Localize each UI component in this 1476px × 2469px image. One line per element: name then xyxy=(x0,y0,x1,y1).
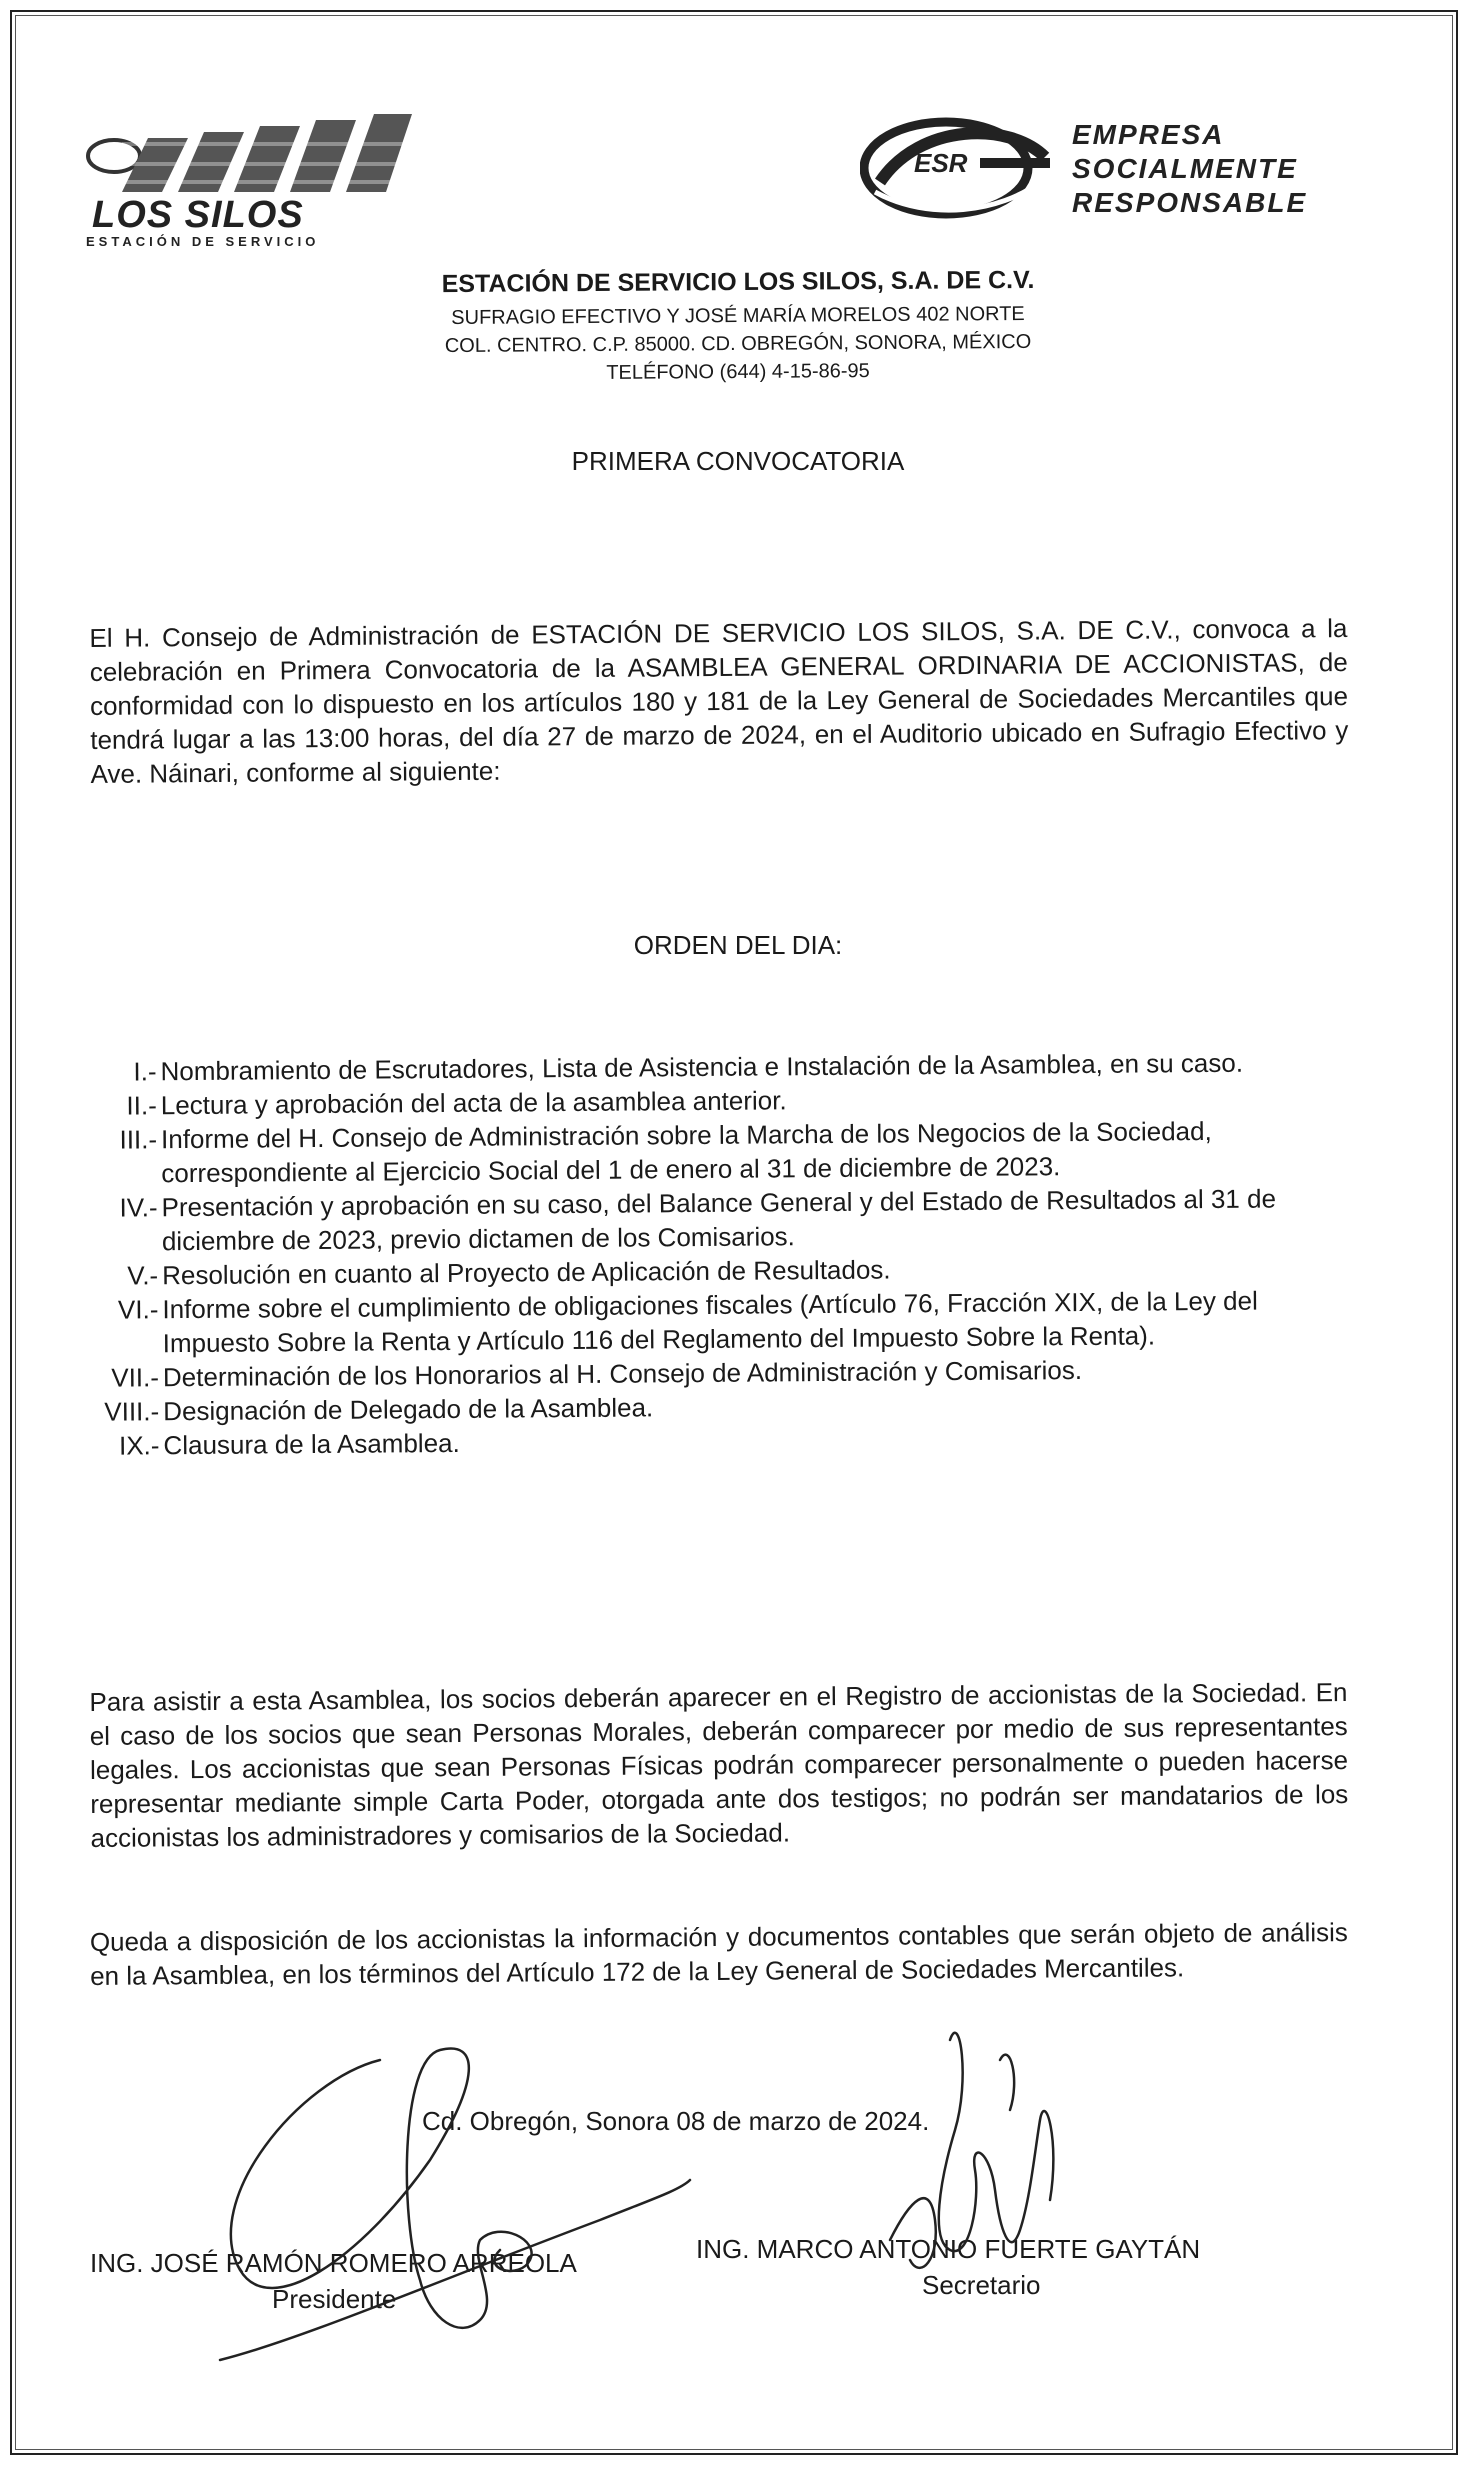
los-silos-logo xyxy=(82,112,422,252)
agenda-number: IX.- xyxy=(118,1430,160,1461)
agenda-list xyxy=(68,1045,1331,1463)
esr-line-3: RESPONSABLE xyxy=(1072,187,1308,218)
agenda-text: Clausura de la Asamblea. xyxy=(163,1427,460,1461)
esr-line-2: SOCIALMENTE xyxy=(1072,153,1298,184)
agenda-text: Determinación de los Honorarios al H. Consejo de Administración y Comisarios. xyxy=(162,1355,1083,1393)
silos-stripes-icon xyxy=(82,112,422,202)
agenda-text: Designación de Delegado de la Asamblea. xyxy=(163,1392,654,1427)
agenda-title: ORDEN DEL DIA: xyxy=(633,930,843,960)
agenda-number: VII.- xyxy=(111,1362,160,1393)
agenda-number: II.- xyxy=(126,1090,157,1121)
date-line: Cd. Obregón, Sonora 08 de marzo de 2024. xyxy=(422,2106,930,2136)
agenda-number: V.- xyxy=(127,1260,159,1291)
agenda-number: IV.- xyxy=(119,1192,158,1223)
agenda-text: Nombramiento de Escrutadores, Lista de Asistencia e Instalación de la Asamblea, en su caso. xyxy=(160,1047,1244,1087)
signatory-role-secretary: Secretario xyxy=(922,2270,1041,2300)
esr-badge-text: ESR xyxy=(914,148,968,178)
agenda-item xyxy=(69,1113,1329,1191)
agenda-number: III.- xyxy=(119,1124,158,1155)
agenda-text: Informe sobre el cumplimiento de obligaciones fiscales (Artículo 76, Fracción XIX, de la Ley del Impuesto Sobre la Renta y Artículo 116 del Reglamento del Impuesto Sobre la Renta). xyxy=(162,1285,1258,1359)
agenda-item xyxy=(70,1283,1330,1361)
address-line-1: SUFRAGIO EFECTIVO Y JOSÉ MARÍA MORELOS 402 NORTE xyxy=(451,302,1025,330)
company-name: ESTACIÓN DE SERVICIO LOS SILOS, S.A. DE C.V. xyxy=(441,265,1035,299)
agenda-number: VIII.- xyxy=(104,1396,160,1427)
agenda-number: VI.- xyxy=(117,1294,159,1325)
los-silos-subtitle: ESTACIÓN DE SERVICIO xyxy=(86,234,320,249)
signatory-name-secretary: ING. MARCO ANTONIO FUERTE GAYTÁN xyxy=(696,2234,1201,2264)
page-title: PRIMERA CONVOCATORIA xyxy=(571,446,905,476)
los-silos-wordmark: LOS SILOS xyxy=(92,194,304,236)
signatory-role-president: Presidente xyxy=(272,2284,397,2314)
agenda-item xyxy=(69,1181,1329,1259)
agenda-text: Lectura y aprobación del acta de la asamblea anterior. xyxy=(160,1085,787,1121)
esr-logo xyxy=(860,112,1350,232)
esr-line-1: EMPRESA xyxy=(1072,119,1225,150)
agenda-text: Presentación y aprobación en su caso, del Balance General y del Estado de Resultados al 31 de diciembre de 2023, previo dictamen de los Comisarios. xyxy=(161,1183,1277,1257)
address-line-2: COL. CENTRO. C.P. 85000. CD. OBREGÓN, SONORA, MÉXICO xyxy=(444,330,1032,358)
intro-paragraph: El H. Consejo de Administración de ESTACIÓN DE SERVICIO LOS SILOS, S.A. DE C.V., convoca a la celebración en Primera Convocatoria de la ASAMBLEA GENERAL ORDINARIA DE ACCIONISTAS, de conformidad con lo dispuesto en los artículos 180 y 181 de la Ley General de Sociedades Mercantiles que tendrá lugar a las 13:00 horas, del día 27 de marzo de 2024, en el Auditorio ubicado en Sufragio Efectivo y Ave. Náinari, conforme al siguiente: xyxy=(89,613,1349,789)
signatory-name-president: ING. JOSÉ RAMÓN ROMERO ARREOLA xyxy=(90,2248,577,2278)
phone-line: TELÉFONO (644) 4-15-86-95 xyxy=(606,360,870,384)
agenda-text: Informe del H. Consejo de Administración sobre la Marcha de los Negocios de la Sociedad, correspondiente al Ejercicio Social del 1 de enero al 31 de diciembre de 2023. xyxy=(160,1115,1212,1189)
agenda-text: Resolución en cuanto al Proyecto de Aplicación de Resultados. xyxy=(162,1254,891,1291)
documents-paragraph: Queda a disposición de los accionistas la información y documentos contables que serán objeto de análisis en la Asamblea, en los términos del Artículo 172 de la Ley General de Sociedades Mercantiles. xyxy=(89,1917,1348,1991)
agenda-number: I.- xyxy=(133,1056,157,1087)
attendance-paragraph: Para asistir a esta Asamblea, los socios deberán aparecer en el Registro de accionistas de la Sociedad. En el caso de los socios que sean Personas Morales, deberán comparecer por medio de sus representantes legales. Los accionistas que sean Personas Físicas podrán comparecer personalmente o pueden hacerse representar mediante simple Carta Poder, otorgada ante dos testigos; no podrán ser mandatarios de los accionistas los administradores y comisarios de la Sociedad. xyxy=(89,1677,1349,1853)
